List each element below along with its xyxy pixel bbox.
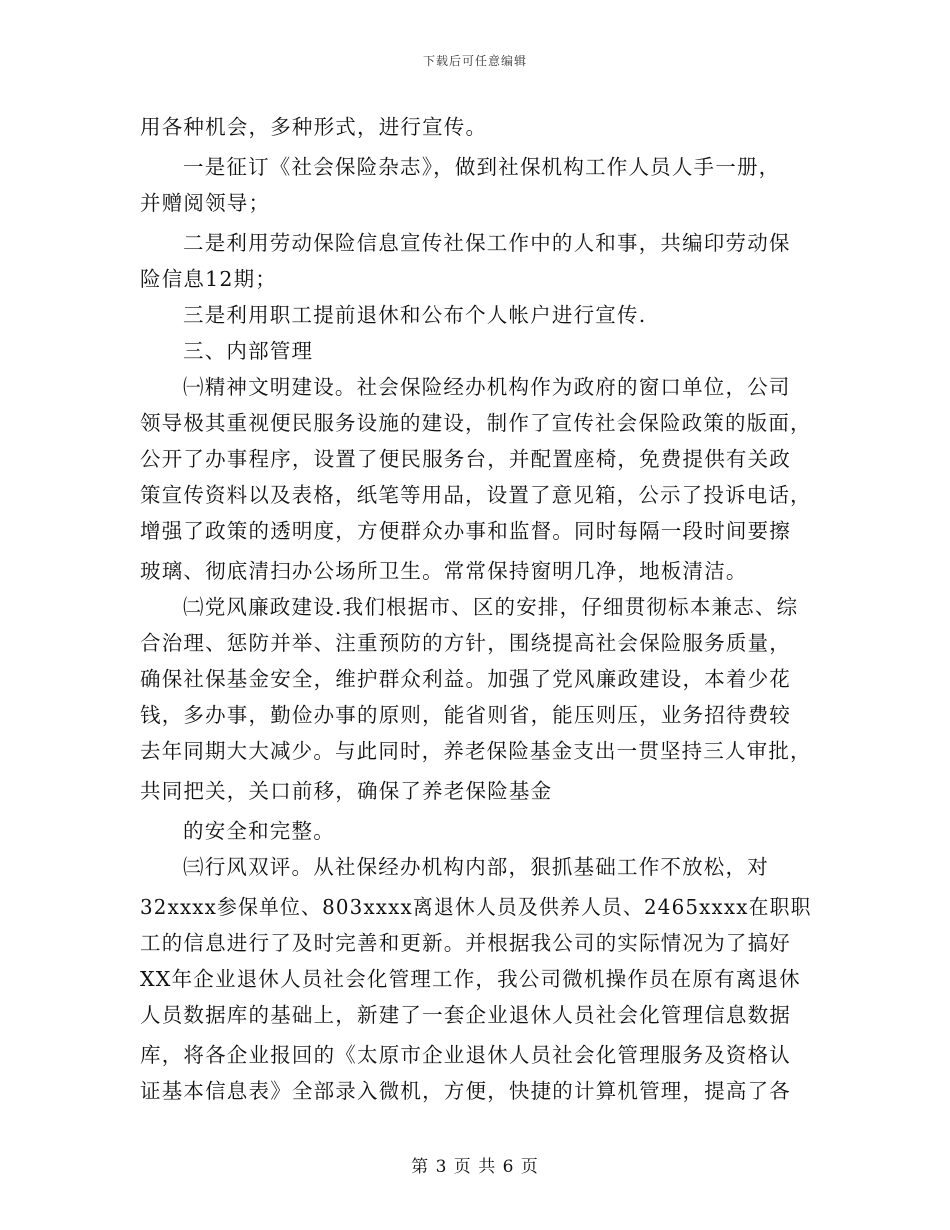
text-line: 三、内部管理: [183, 339, 314, 363]
text-line: 公开了办事程序，设置了便民服务台，并配置座椅，免费提供有关政: [140, 447, 791, 471]
text-line: 玻璃、彻底清扫办公场所卫生。常常保持窗明几净，地板清洁。: [140, 559, 748, 583]
text-line: 三是利用职工提前退休和公布个人帐户进行宣传.: [183, 303, 647, 327]
text-line: 证基本信息表》全部录入微机，方便，快捷的计算机管理，提高了各: [140, 1079, 791, 1103]
text-line: 钱，多办事，勤俭办事的原则，能省则省，能压则压，业务招待费较: [140, 703, 791, 727]
text-line: 库，将各企业报回的《太原市企业退休人员社会化管理服务及资格认: [140, 1043, 791, 1067]
text-line: ㈠精神文明建设。社会保险经办机构作为政府的窗口单位，公司: [183, 375, 791, 399]
text-line: 的安全和完整。: [183, 819, 335, 843]
text-line: 人员数据库的基础上，新建了一套企业退休人员社会化管理信息数据: [140, 1003, 791, 1027]
text-line: 去年同期大大减少。与此同时，养老保险基金支出一贯坚持三人审批，: [140, 739, 812, 763]
text-line: 共同把关，关口前移，确保了养老保险基金: [140, 779, 553, 803]
page-footer: 第 3 页 共 6 页: [411, 1157, 539, 1177]
text-line: ㈡党风廉政建设.我们根据市、区的安排，仔细贯彻标本兼志、综: [183, 595, 799, 619]
page-header: 下载后可任意编辑: [422, 54, 527, 68]
text-line: 增强了政策的透明度，方便群众办事和监督。同时每隔一段时间要擦: [140, 519, 791, 543]
text-line: XX年企业退休人员社会化管理工作，我公司微机操作员在原有离退休: [140, 967, 801, 991]
text-line: ㈢行风双评。从社保经办机构内部，狠抓基础工作不放松，对: [183, 855, 769, 879]
text-line: 并赠阅领导；: [140, 191, 271, 215]
text-line: 用各种机会，多种形式，进行宣传。: [140, 115, 488, 139]
text-line: 工的信息进行了及时完善和更新。并根据我公司的实际情况为了搞好: [140, 931, 791, 955]
text-line: 策宣传资料以及表格，纸笔等用品，设置了意见箱，公示了投诉电话，: [140, 483, 812, 507]
text-line: 险信息12期；: [140, 267, 277, 291]
text-line: 32xxxx参保单位、803xxxx离退休人员及供养人员、2465xxxx在职职: [140, 895, 812, 919]
text-line: 一是征订《社会保险杂志》，做到社保机构工作人员人手一册，: [183, 155, 781, 179]
text-line: 合治理、惩防并举、注重预防的方针，围绕提高社会保险服务质量，: [140, 631, 791, 655]
text-line: 领导极其重视便民服务设施的建设，制作了宣传社会保险政策的版面，: [140, 411, 812, 435]
text-line: 二是利用劳动保险信息宣传社保工作中的人和事，共编印劳动保: [183, 231, 791, 255]
text-line: 确保社保基金安全，维护群众利益。加强了党风廉政建设，本着少花: [140, 667, 791, 691]
